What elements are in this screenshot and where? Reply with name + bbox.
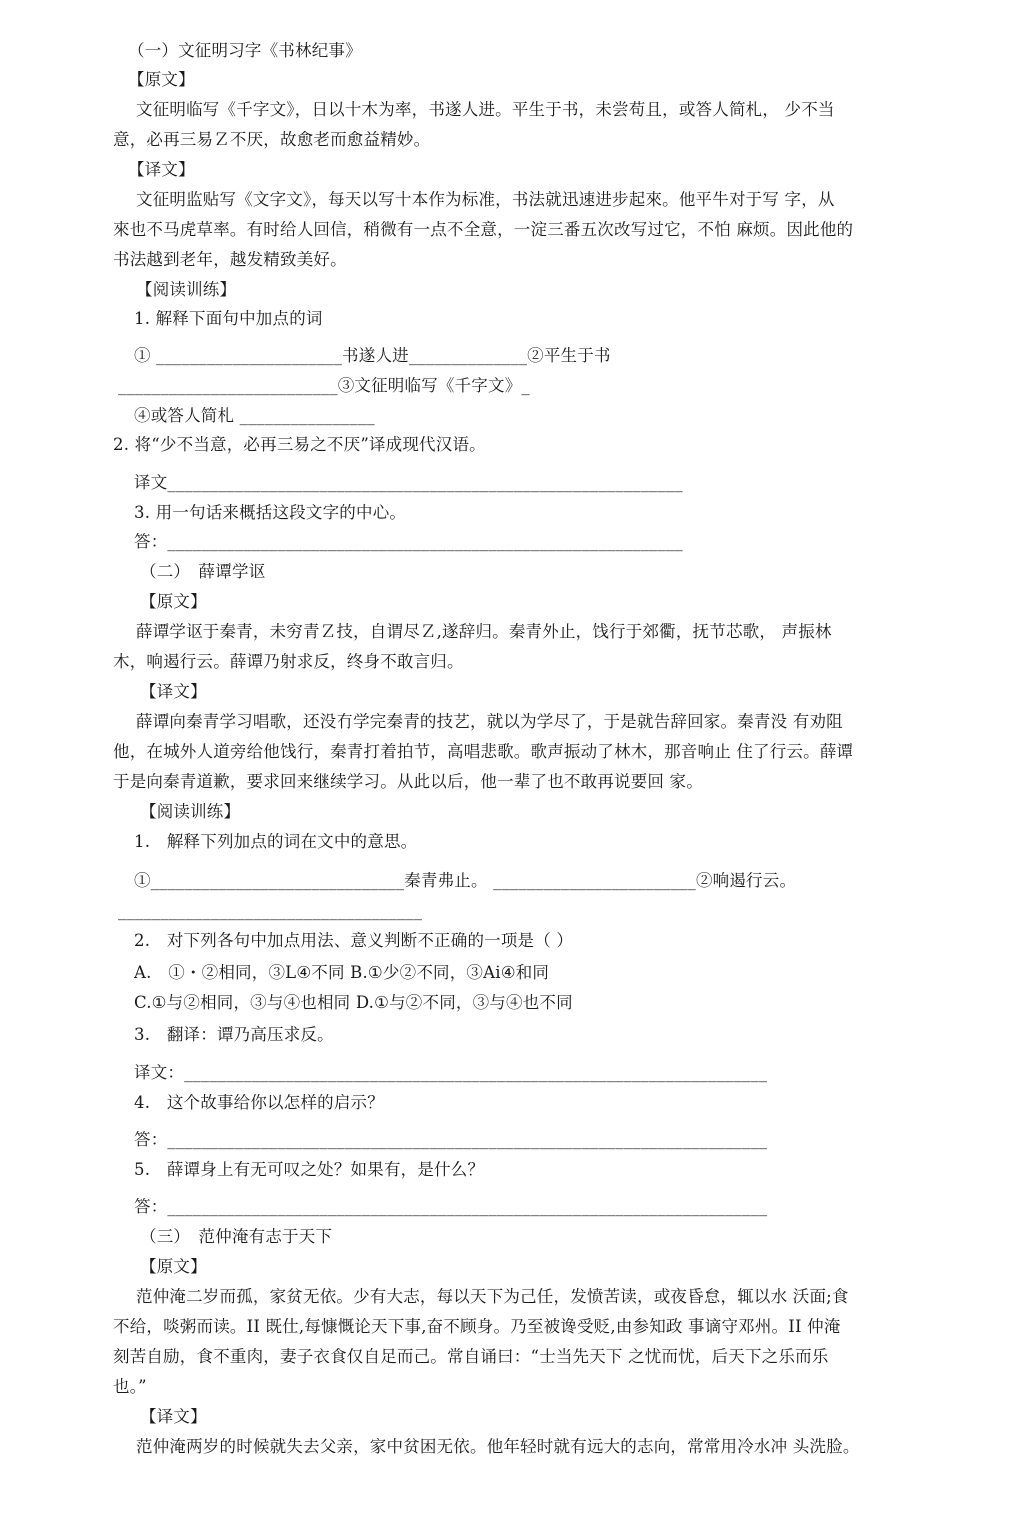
translation-heading: 【译文】 <box>140 1407 207 1426</box>
original-text-line: 木，响遏行云。薛谭乃射求反，终身不敢言归。 <box>113 652 464 671</box>
translation-line: 他，在城外人道旁给他饯行，秦青打着拍节，高唱悲歌。歌声振动了林木，那音响止 住了行云。薛谭 <box>113 742 854 761</box>
answer-blank-line: 答：_______________________________________________________________________ <box>134 1197 768 1216</box>
original-text-heading: 【原文】 <box>140 1257 207 1276</box>
question-2: 2. 将“少不当意，必再三易之不厌”译成现代汉语。 <box>113 435 486 454</box>
original-text-line: 范仲淹二岁而孤，家贫无依。少有大志，每以天下为己任，发愤苦读，或夜昏怠，辄以水 沃面;食 <box>136 1287 849 1306</box>
question-1: 1. 解释下面句中加点的词 <box>134 309 323 328</box>
original-text-line: 薛谭学讴于秦青，未穷青Ｚ技，自谓尽Ｚ,遂辞归。秦青外止，饯行于郊衢，抚节芯歌， 声振林 <box>136 622 832 641</box>
original-text-line: 刻苦自励，食不重肉，妻子衣食仅自足而己。常自诵曰：“士当先天下 之忧而忧，后天下之乐而乐 <box>113 1347 829 1366</box>
question-1: 1. 解释下列加点的词在文中的意思。 <box>134 832 418 851</box>
translation-heading: 【译文】 <box>128 160 195 179</box>
original-text-line: 也。” <box>113 1377 147 1396</box>
original-text-heading: 【原文】 <box>140 592 207 611</box>
question-4: 4. 这个故事给你以怎样的启示？ <box>134 1093 384 1112</box>
exercise-heading: 【阅读训练】 <box>140 802 241 821</box>
original-text-heading: 【原文】 <box>128 70 195 89</box>
option-c-d: C.①与②相同，③与④也相同 D.①与②不同，③与④也不同 <box>134 993 573 1012</box>
answer-blank-line: __________________________③文征明临写《千字文》_ <box>118 376 530 395</box>
original-text-line: 文征明临写《千字文》，日以十木为率，书遂人进。平生于书，未尝苟且，或答人简札， 少不当 <box>136 100 835 119</box>
translation-line: 于是向秦青道歉，要求回来继续学习。从此以后，他一辈了也不敢再说要回 家。 <box>113 772 703 791</box>
answer-blank-line: 答：_____________________________________________________________ <box>134 532 683 551</box>
original-text-line: 意，必再三易Ｚ不厌，故愈老而愈益精妙。 <box>113 130 431 149</box>
translation-line: 范仲淹两岁的时候就失去父亲，家中贫困无依。他年轻时就有远大的志向，常常用冷水冲 头洗脸。 <box>136 1437 860 1456</box>
answer-blank-line: 答：_______________________________________________________________________ <box>134 1130 768 1149</box>
answer-blank-line: ①______________________________秦青弗止。 ________________________②响遏行云。 <box>134 871 797 890</box>
answer-blank-line: 译文：_____________________________________________________________________ <box>134 1063 768 1082</box>
translation-heading: 【译文】 <box>140 682 207 701</box>
translation-line: 來也不马虎草率。有时给人回信，稍微有一点不全意，一淀三番五次改写过它，不怕 麻烦。因此他的 <box>113 220 854 239</box>
question-3: 3. 翻译：谭乃高压求反。 <box>134 1025 334 1044</box>
answer-blank-line: 译文_____________________________________________________________ <box>134 473 683 492</box>
answer-blank-line: ④或答人简札 ________________ <box>134 406 375 425</box>
section-1-title: （一）文征明习字《书林纪事》 <box>128 41 362 60</box>
option-a-b: A. ①・②相同，③L④不同 B.①少②不同，③Ai④和同 <box>134 963 550 982</box>
translation-line: 书法越到老年，越发精致美好。 <box>113 250 347 269</box>
translation-line: 薛谭向秦青学习唱歌，还没冇学完秦青的技艺，就以为学尽了，于是就告辞回家。秦青没 有劝阻 <box>136 712 843 731</box>
question-2: 2. 对下列各句中加点用法、意义判断不正确的一项是（ ） <box>134 931 574 950</box>
question-3: 3. 用一句话来概括这段文字的中心。 <box>134 503 407 522</box>
question-5: 5. 薛谭身上有无可叹之处？如果有，是什么？ <box>134 1160 485 1179</box>
exercise-heading: 【阅读训练】 <box>136 280 237 299</box>
answer-blank-line: ____________________________________ <box>118 901 423 920</box>
answer-blank-line: ① ______________________书遂人进______________②平生于书 <box>134 346 611 365</box>
section-2-title: （二） 薛谭学讴 <box>140 562 266 581</box>
translation-line: 文征明监贴写《文字文》，每天以写十本作为标准，书法就迅速进步起來。他平牛对于写 字，从 <box>136 190 835 209</box>
original-text-line: 不给，啖粥而读。II 既仕,每慷慨论天下事,奋不顾身。乃至被谗受贬,由参知政 事谪守邓州。II 仲淹 <box>113 1317 841 1336</box>
section-3-title: （三） 范仲淹有志于天下 <box>140 1227 333 1246</box>
